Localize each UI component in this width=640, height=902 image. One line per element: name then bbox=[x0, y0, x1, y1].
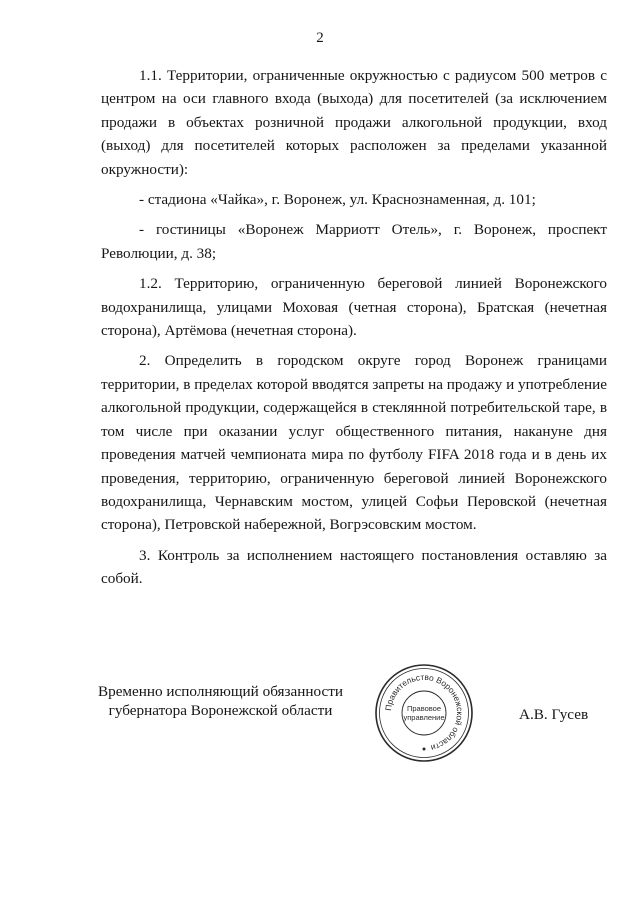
paragraph-1-1: 1.1. Территории, ограниченные окружностью с радиусом 500 метров с центром на оси главного входа (выхода) для посетителей (за исключением продажи в объектах розничной продажи алкогольной продукции, вход (выход) для посетителей которых расположен за пределами указанной окружности): bbox=[101, 67, 607, 178]
signatory-title-line-2: губернатора Воронежской области bbox=[108, 702, 333, 719]
stamp-center-line-2: управление bbox=[403, 713, 445, 722]
signatory-name: А.В. Гусев bbox=[519, 706, 589, 723]
official-stamp bbox=[373, 662, 475, 764]
signatory-title bbox=[93, 682, 348, 720]
page-number: 2 bbox=[316, 30, 324, 46]
signatory-title-line-1: Временно исполняющий обязанности bbox=[97, 683, 344, 700]
stamp-center-line-1: Правовое bbox=[406, 704, 442, 713]
stamp-seal-icon bbox=[373, 662, 475, 764]
document-body bbox=[101, 64, 607, 591]
paragraph-1-2: 1.2. Территорию, ограниченную береговой линией Воронежского водохранилища, улицами Моховая (четная сторона), Братская (нечетная сторона), Артёмова (нечетная сторона). bbox=[101, 275, 607, 340]
paragraph-hotel: - гостиницы «Воронеж Марриотт Отель», г. Воронеж, проспект Революции, д. 38; bbox=[101, 221, 607, 262]
paragraph-3: 3. Контроль за исполнением настоящего постановления оставляю за собой. bbox=[101, 546, 607, 588]
stamp-ring-text: Правительство Воронежской области bbox=[383, 671, 466, 754]
paragraph-2: 2. Определить в городском округе город Воронеж границами территории, в пределах которой вводятся запреты на продажу и употребление алкогольной продукции, содержащейся в стеклянной потребительской таре, в том числе при оказании услуг общественного питания, накануне дня проведения матчей чемпионата мира по футболу FIFA 2018 года и в день их проведения, территорию, ограниченную береговой линией Воронежского водохранилища, Чернавским мостом, улицей Софьи Перовской (нечетная сторона), Петровской набережной, Вогрэсовским мостом. bbox=[101, 352, 607, 534]
stamp-dot bbox=[423, 748, 426, 751]
paragraph-stadium: - стадиона «Чайка», г. Воронеж, ул. Краснознаменная, д. 101; bbox=[139, 191, 536, 209]
